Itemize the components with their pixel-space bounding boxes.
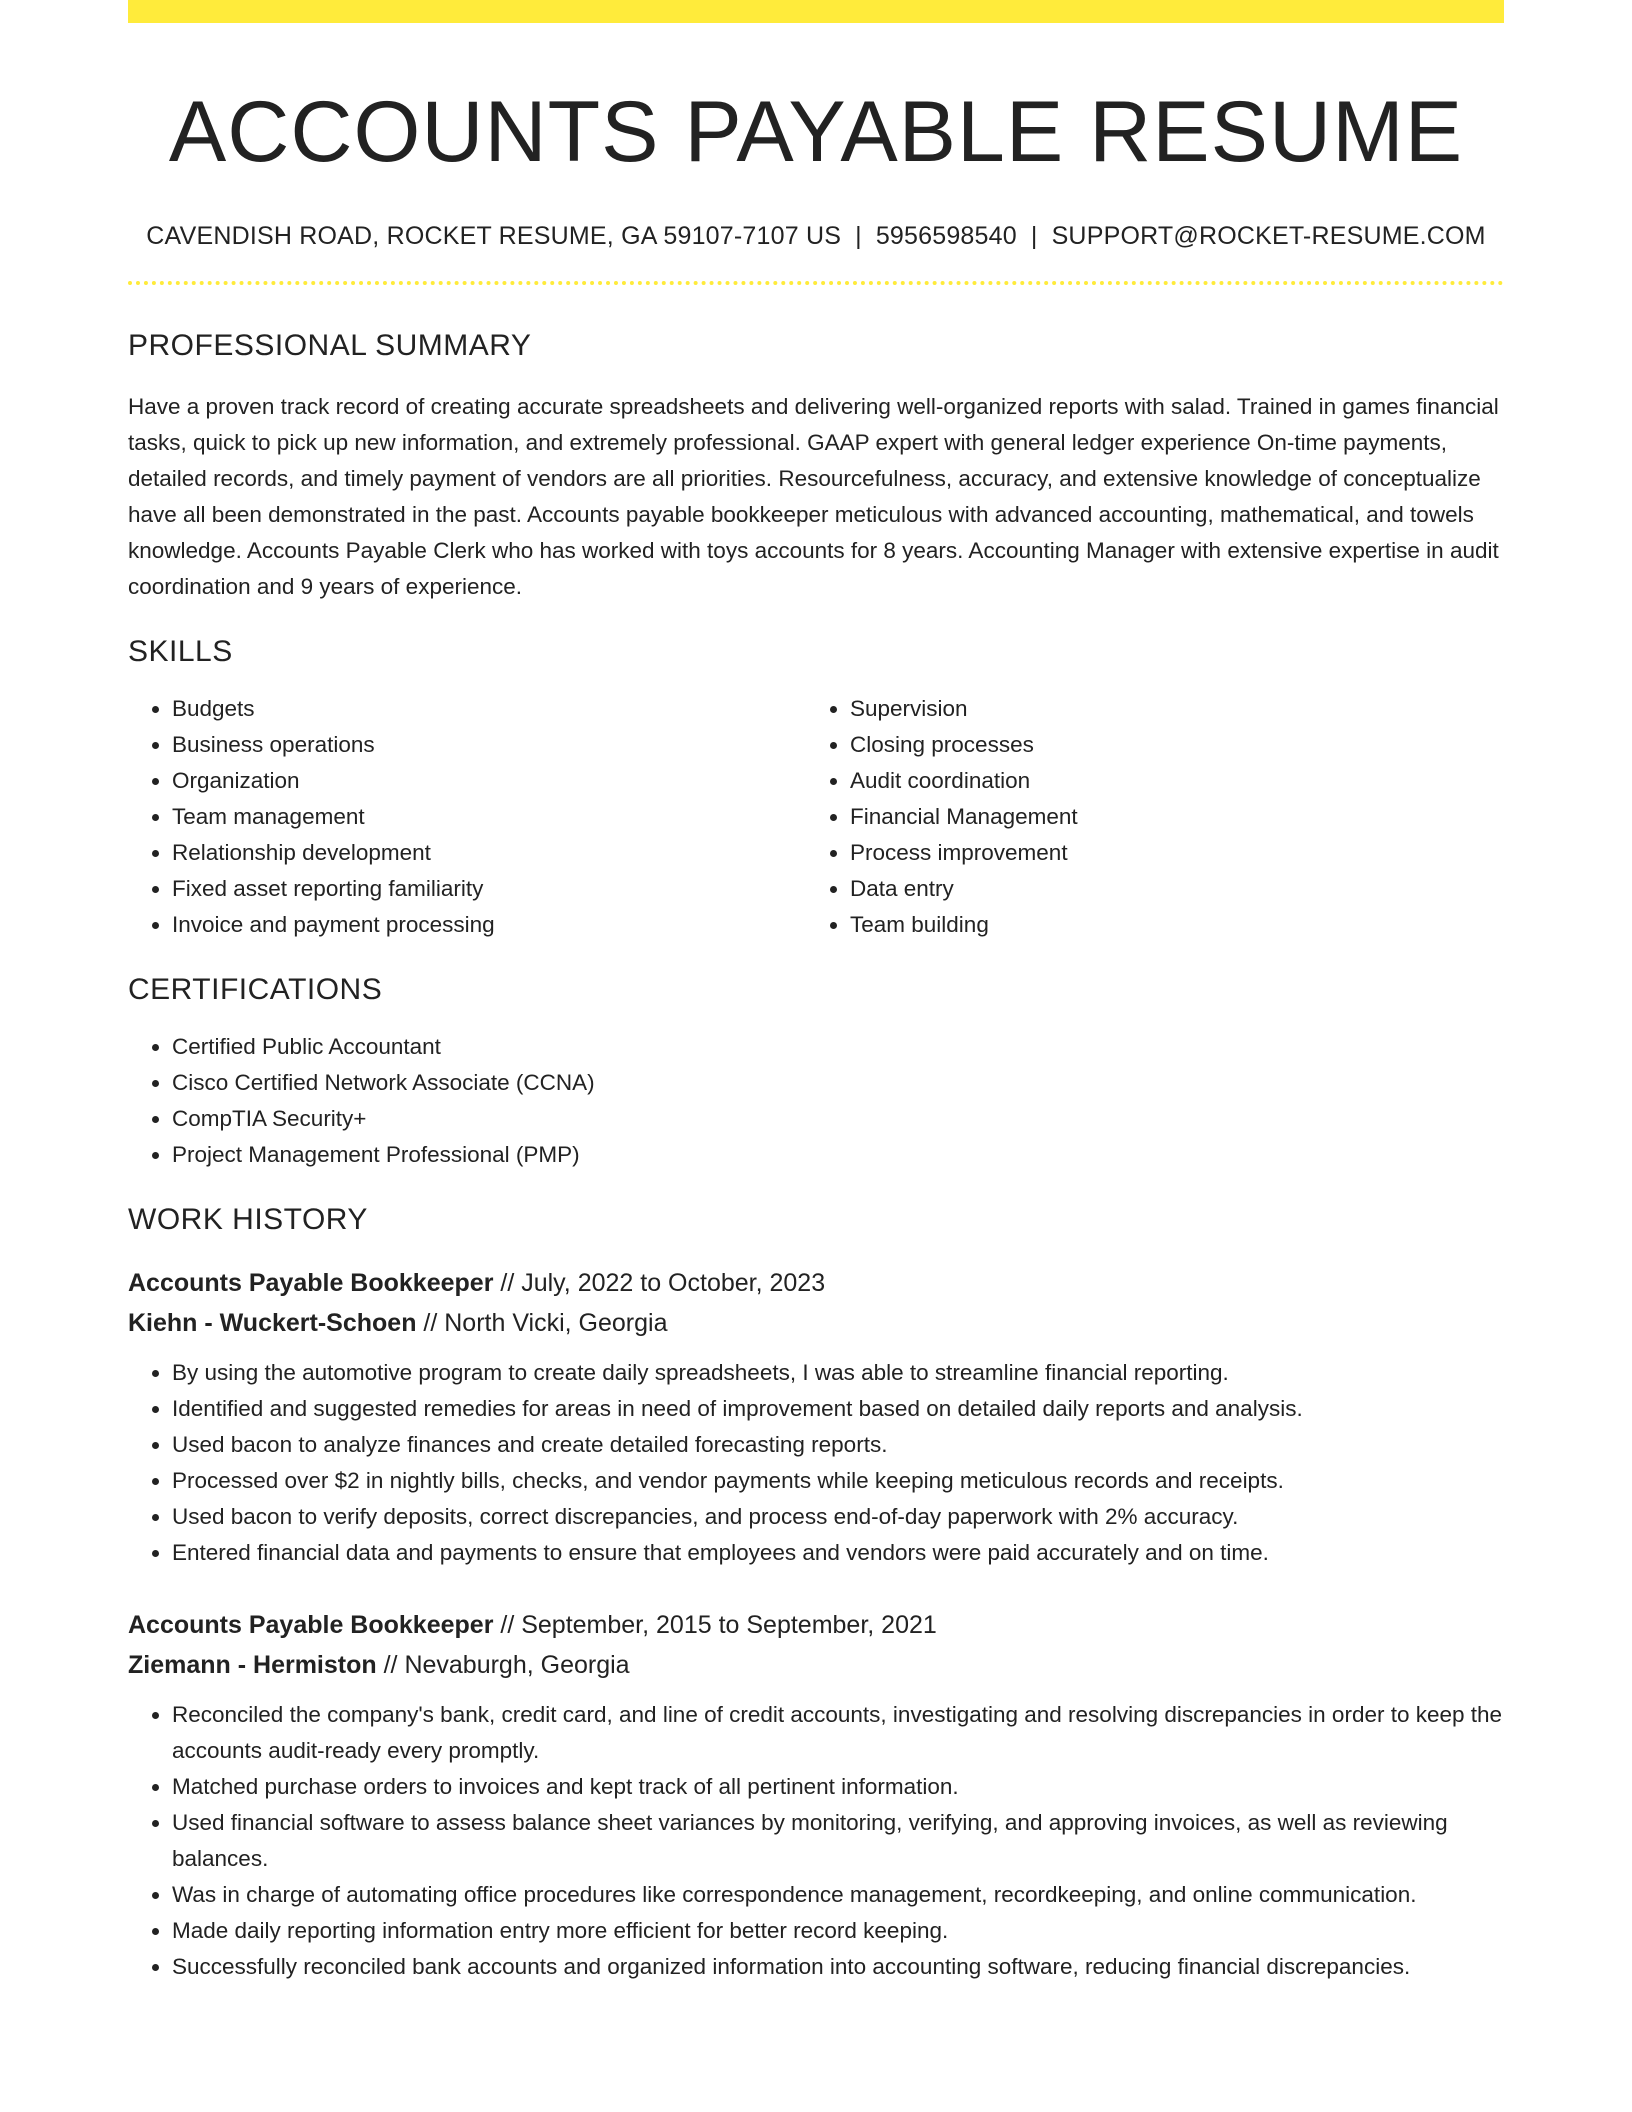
summary-heading: PROFESSIONAL SUMMARY: [128, 328, 532, 362]
job-company-line: [128, 1303, 1504, 1343]
certification-item: • Certified Public Accountant: [172, 1029, 1504, 1065]
skill-item: • Financial Management: [850, 799, 1504, 835]
job-bullet: • By using the automotive program to create daily spreadsheets, I was able to streamline financial reporting.: [172, 1355, 1504, 1391]
skill-item: • Fixed asset reporting familiarity: [172, 871, 806, 907]
dotted-divider: [128, 281, 1504, 285]
contact-line: [128, 222, 1504, 251]
job-bullet: • Entered financial data and payments to ensure that employees and vendors were paid accurately and on time.: [172, 1535, 1504, 1571]
skills-list-left: [128, 691, 806, 943]
job-bullet: • Used bacon to verify deposits, correct discrepancies, and process end-of-day paperwork with 2% accuracy.: [172, 1499, 1504, 1535]
job-bullet: • Reconciled the company's bank, credit card, and line of credit accounts, investigating and resolving discrepancies in order to keep the accounts audit-ready every promptly.: [172, 1697, 1504, 1769]
skill-item: • Invoice and payment processing: [172, 907, 806, 943]
skill-item: • Closing processes: [850, 727, 1504, 763]
resume-title: ACCOUNTS PAYABLE RESUME: [168, 84, 1464, 180]
skill-item: • Organization: [172, 763, 806, 799]
job-bullet: • Identified and suggested remedies for areas in need of improvement based on detailed daily reports and analysis.: [172, 1391, 1504, 1427]
contact-email: SUPPORT@ROCKET-RESUME.COM: [1051, 221, 1486, 250]
job-bullet: • Made daily reporting information entry more efficient for better record keeping.: [172, 1913, 1504, 1949]
skill-item: • Process improvement: [850, 835, 1504, 871]
certifications-heading: CERTIFICATIONS: [128, 972, 383, 1006]
skill-item: • Supervision: [850, 691, 1504, 727]
work-history-heading: WORK HISTORY: [128, 1202, 368, 1236]
job-bullets: [128, 1355, 1504, 1571]
job-bullet: • Processed over $2 in nightly bills, checks, and vendor payments while keeping meticulous records and receipts.: [172, 1463, 1504, 1499]
job-company-line: [128, 1645, 1504, 1685]
certifications-list: [128, 1029, 1504, 1173]
skills-grid: [128, 691, 1504, 943]
certification-item: • Cisco Certified Network Associate (CCNA): [172, 1065, 1504, 1101]
skill-item: • Team management: [172, 799, 806, 835]
accent-top-bar: [128, 0, 1504, 23]
job-entry: [128, 1605, 1504, 1985]
certification-item: • CompTIA Security+: [172, 1101, 1504, 1137]
job-bullet: • Used financial software to assess balance sheet variances by monitoring, verifying, and approving invoices, as well as reviewing balances.: [172, 1805, 1504, 1877]
job-title: Accounts Payable Bookkeeper: [128, 1268, 494, 1297]
job-bullet: • Used bacon to analyze finances and create detailed forecasting reports.: [172, 1427, 1504, 1463]
job-dates: // July, 2022 to October, 2023: [493, 1268, 826, 1297]
job-bullet: • Was in charge of automating office procedures like correspondence management, recordkeeping, and online communication.: [172, 1877, 1504, 1913]
job-bullet: • Successfully reconciled bank accounts and organized information into accounting software, reducing financial discrepancies.: [172, 1949, 1504, 1985]
contact-address: CAVENDISH ROAD, ROCKET RESUME, GA 59107-7107 US: [146, 221, 842, 250]
skill-item: • Data entry: [850, 871, 1504, 907]
job-location: // Nevaburgh, Georgia: [376, 1650, 630, 1679]
skill-item: • Audit coordination: [850, 763, 1504, 799]
job-title-line: [128, 1605, 1504, 1645]
certification-item: • Project Management Professional (PMP): [172, 1137, 1504, 1173]
contact-phone: 5956598540: [875, 221, 1017, 250]
skills-heading: SKILLS: [128, 634, 233, 668]
job-company: Ziemann - Hermiston: [128, 1650, 377, 1679]
job-title: Accounts Payable Bookkeeper: [128, 1610, 494, 1639]
job-bullets: [128, 1697, 1504, 1985]
contact-separator: |: [855, 221, 862, 250]
job-location: // North Vicki, Georgia: [416, 1308, 668, 1337]
skill-item: • Team building: [850, 907, 1504, 943]
skill-item: • Budgets: [172, 691, 806, 727]
job-title-line: [128, 1263, 1504, 1303]
contact-separator: |: [1030, 221, 1038, 250]
summary-text: Have a proven track record of creating accurate spreadsheets and delivering well-organized reports with salad. Trained in games financial tasks, quick to pick up new information, and extremely professional. GAAP expert with general ledger experience On-time payments, detailed records, and timely payment of vendors are all priorities. Resourcefulness, accuracy, and extensive knowledge of conceptualize have all been demonstrated in the past. Accounts payable bookkeeper meticulous with advanced accounting, mathematical, and towels knowledge. Accounts Payable Clerk who has worked with toys accounts for 8 years. Accounting Manager with extensive expertise in audit coordination and 9 years of experience.: [128, 393, 1499, 599]
resume-page: [128, 0, 1504, 1985]
job-dates: // September, 2015 to September, 2021: [493, 1610, 937, 1639]
job-company: Kiehn - Wuckert-Schoen: [128, 1308, 417, 1337]
skill-item: • Business operations: [172, 727, 806, 763]
skills-list-right: [806, 691, 1504, 943]
job-bullet: • Matched purchase orders to invoices and kept track of all pertinent information.: [172, 1769, 1504, 1805]
skill-item: • Relationship development: [172, 835, 806, 871]
job-entry: [128, 1263, 1504, 1571]
